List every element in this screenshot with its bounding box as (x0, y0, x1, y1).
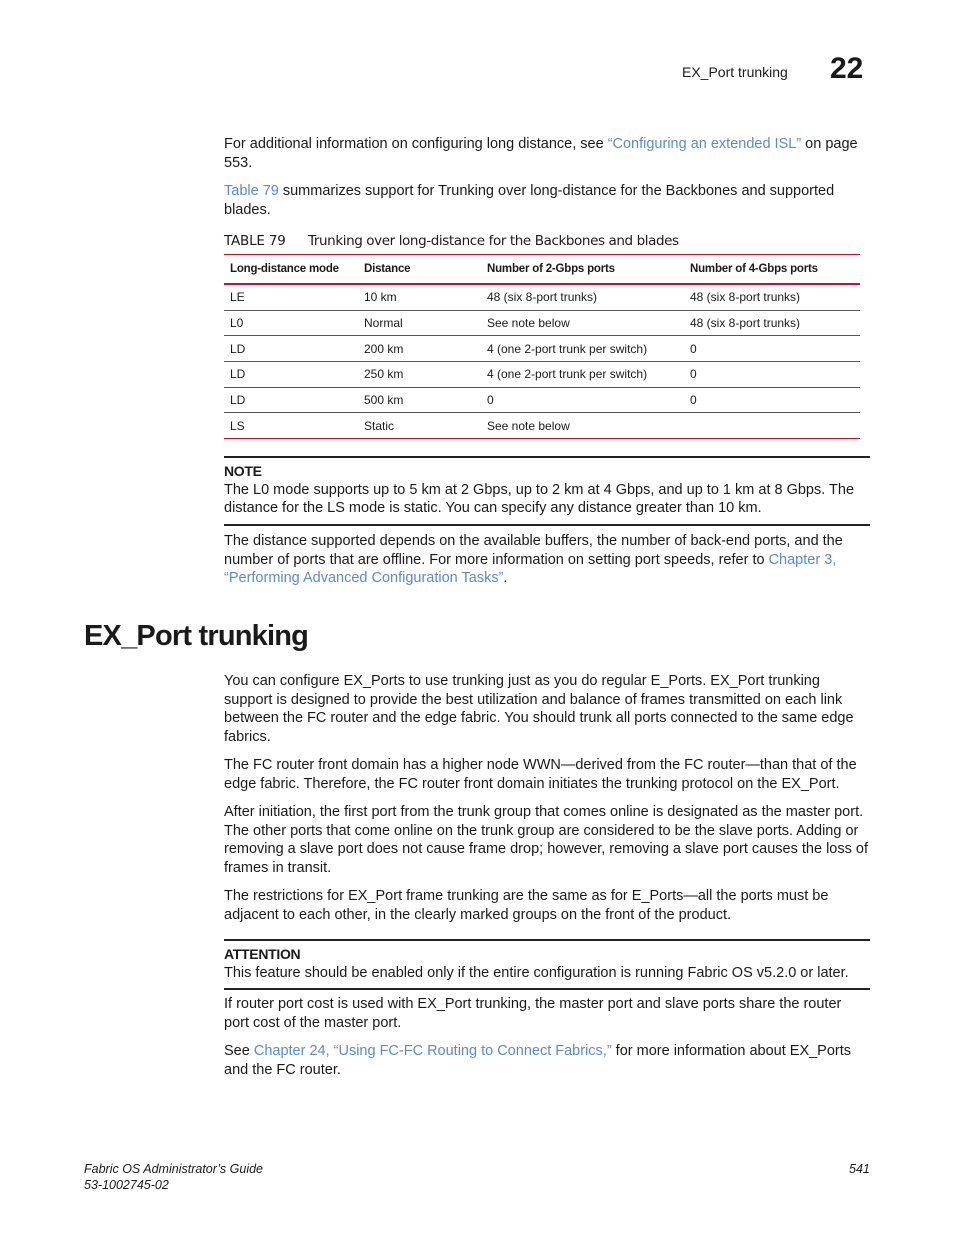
table-cell: See note below (481, 310, 684, 336)
table-cell: 0 (684, 387, 860, 413)
distance-text: The distance supported depends on the available buffers, the number of back-end ports, and the number of ports that are offline. For more information on setting port speeds, refer to (224, 533, 843, 568)
see-also-paragraph (224, 1042, 870, 1079)
section-paragraph-4: The restrictions for EX_Port frame trunking are the same as for E_Ports—all the ports must be adjacent to each other, in the clearly marked groups on the front of the product. (224, 888, 829, 923)
table-row (224, 362, 860, 388)
table-cell: LE (224, 284, 358, 310)
table-cell: 48 (six 8-port trunks) (481, 284, 684, 310)
footer-page-number: 541 (849, 1162, 870, 1176)
table-cell: 0 (684, 336, 860, 362)
distance-paragraph (224, 532, 870, 588)
attention-text: This feature should be enabled only if the entire configuration is running Fabric OS v5.2.0 or later. (224, 964, 849, 981)
intro-p1-text: For additional information on configuring long distance, see (224, 136, 608, 152)
table-cell: LD (224, 336, 358, 362)
table-cell: 0 (684, 362, 860, 388)
intro-p2-text: summarizes support for Trunking over long-distance for the Backbones and supported blades. (224, 183, 835, 218)
table-row (224, 413, 860, 439)
intro-paragraph-1 (224, 135, 870, 172)
footer-doc-number: 53-1002745-02 (84, 1178, 169, 1192)
table-row (224, 310, 860, 336)
table-header-row (224, 255, 860, 285)
table-number: TABLE 79 (224, 233, 286, 249)
column-header: Long-distance mode (224, 255, 358, 285)
link-configuring-extended-isl[interactable]: “Configuring an extended ISL” (607, 136, 802, 152)
table-cell: LD (224, 387, 358, 413)
section-heading: EX_Port trunking (84, 620, 309, 652)
see-also-tail: for more information about EX_Ports and the FC router. (224, 1043, 852, 1078)
link-table-79[interactable]: Table 79 (224, 183, 279, 199)
table-cell (684, 413, 860, 439)
section-paragraph-1: You can configure EX_Ports to use trunking just as you do regular E_Ports. EX_Port trunking support is designed to provide the best utilization and balance of frames transmitted on each link between the FC router and the edge fabric. You should trunk all ports connected to the same edge fabrics. (224, 673, 854, 745)
table-cell: Static (358, 413, 481, 439)
intro-paragraph-2 (224, 182, 870, 219)
attention-label: ATTENTION (224, 946, 301, 962)
note-label: NOTE (224, 463, 262, 479)
table-cell: 10 km (358, 284, 481, 310)
table-cell: LD (224, 362, 358, 388)
see-also-text: See (224, 1043, 254, 1059)
table-cell: 0 (481, 387, 684, 413)
table-caption (224, 233, 679, 249)
note-box (224, 456, 870, 526)
footer-doc-title: Fabric OS Administrator’s Guide (84, 1162, 263, 1176)
table-cell: 4 (one 2-port trunk per switch) (481, 362, 684, 388)
table-row (224, 284, 860, 310)
long-distance-table (224, 254, 860, 439)
running-header-title: EX_Port trunking (682, 64, 788, 80)
table-cell: Normal (358, 310, 481, 336)
table-cell: L0 (224, 310, 358, 336)
table-cell: 4 (one 2-port trunk per switch) (481, 336, 684, 362)
section-paragraph-2: The FC router front domain has a higher node WWN—derived from the FC router—than that of the edge fabric. Therefore, the FC router front domain initiates the trunking protocol on the EX_Port. (224, 757, 857, 792)
distance-tail: . (503, 570, 508, 586)
table-cell: 200 km (358, 336, 481, 362)
table-cell: 250 km (358, 362, 481, 388)
table-row (224, 336, 860, 362)
column-header: Number of 2-Gbps ports (481, 255, 684, 285)
table-row (224, 387, 860, 413)
column-header: Distance (358, 255, 481, 285)
table-cell: 48 (six 8-port trunks) (684, 284, 860, 310)
chapter-number: 22 (830, 52, 864, 85)
table-cell: See note below (481, 413, 684, 439)
router-cost-paragraph: If router port cost is used with EX_Port trunking, the master port and slave ports share the router port cost of the master port. (224, 996, 842, 1031)
section-paragraph-3: After initiation, the first port from the trunk group that comes online is designated as the master port. The other ports that come online on the trunk group are considered to be the slave ports. Adding or removing a slave port does not cause frame drop; however, removing a slave port causes the loss of frames in transit. (224, 804, 868, 876)
link-chapter-3[interactable]: Chapter 3, “Performing Advanced Configuration Tasks” (224, 551, 837, 586)
table-cell: 48 (six 8-port trunks) (684, 310, 860, 336)
note-text: The L0 mode supports up to 5 km at 2 Gbps, up to 2 km at 4 Gbps, and up to 1 km at 8 Gbps. The distance for the LS mode is static. You can specify any distance greater than 10 km. (224, 481, 855, 516)
attention-box (224, 939, 870, 990)
intro-p1-tail: on page 553. (224, 136, 858, 171)
table-cell: LS (224, 413, 358, 439)
link-chapter-24[interactable]: Chapter 24, “Using FC-FC Routing to Connect Fabrics,” (253, 1043, 612, 1059)
column-header: Number of 4-Gbps ports (684, 255, 860, 285)
table-title: Trunking over long-distance for the Backbones and blades (308, 233, 679, 249)
table-cell: 500 km (358, 387, 481, 413)
